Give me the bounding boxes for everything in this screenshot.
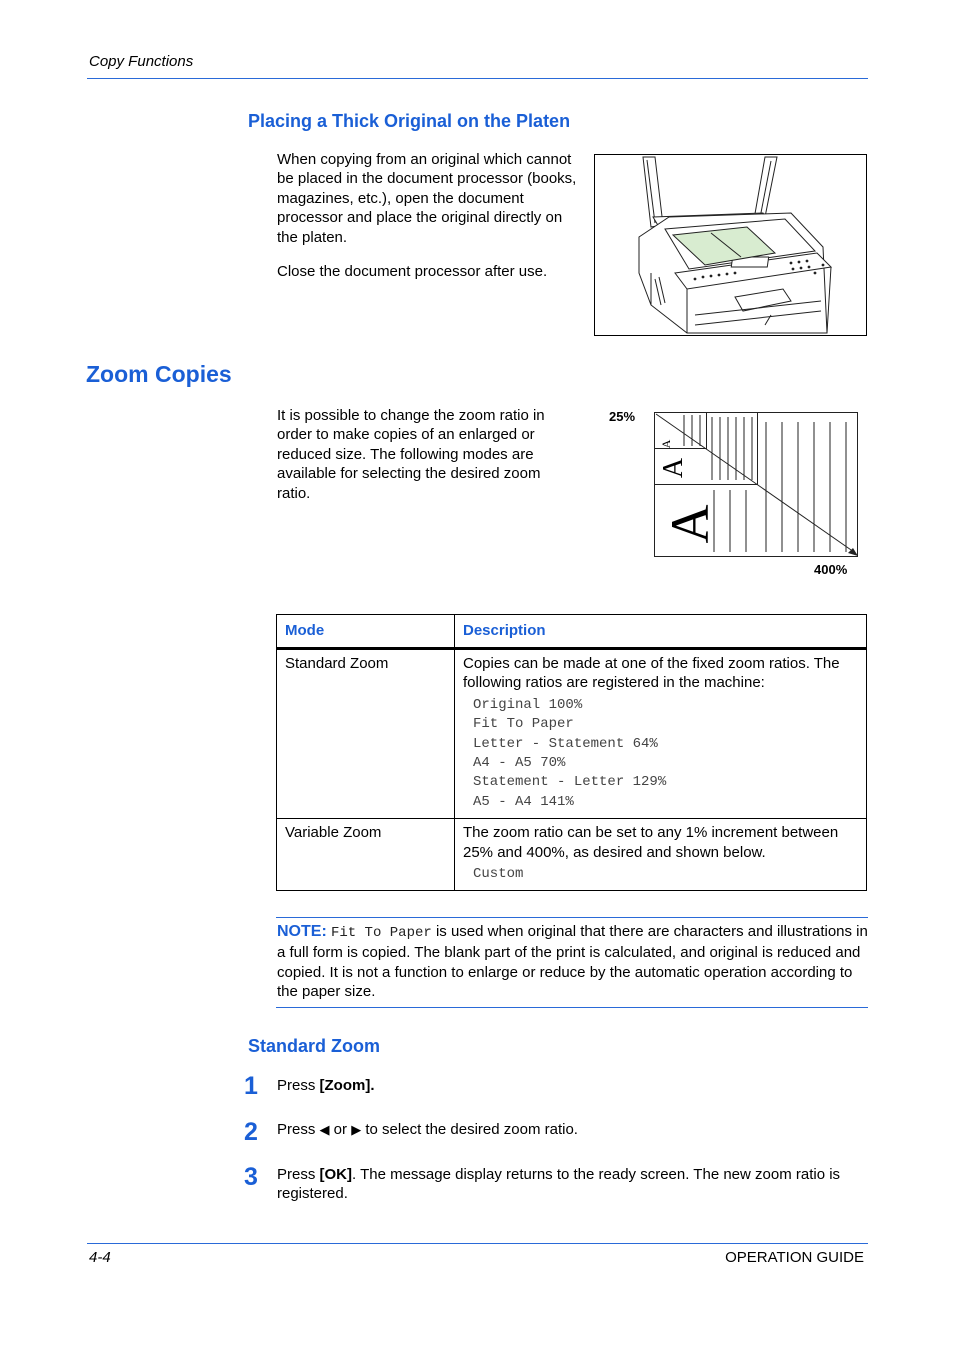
copier-drawing (595, 155, 866, 335)
zoom-min-label: 25% (609, 409, 636, 424)
footer-rule (87, 1243, 868, 1244)
ratio-option-list (473, 696, 858, 812)
step-text (277, 1165, 867, 1204)
thick-original-paragraph-1: When copying from an original which cannot be placed in the document processor (books, magazines, etc.), open the document processor and place the original directly on the platen. (277, 151, 577, 246)
column-header-mode: Mode (277, 615, 455, 649)
step-text-part: to select the desired zoom ratio. (361, 1121, 578, 1138)
step-text-part: . The message display returns to the ready screen. The new zoom ratio is registered. (277, 1166, 841, 1203)
glyph-small: A (659, 439, 673, 449)
copier-illustration (594, 154, 867, 336)
ratio-option: A4 - A5 70% (473, 755, 566, 772)
step-text-part: Press (277, 1166, 320, 1183)
ratio-option-list (473, 865, 858, 884)
running-header: Copy Functions (89, 53, 194, 70)
table-row (277, 819, 867, 891)
step-number: 1 (244, 1072, 258, 1100)
zoom-mode-table (276, 614, 867, 891)
glyph-large: A (660, 504, 720, 544)
mode-cell: Standard Zoom (277, 649, 455, 819)
page-number: 4-4 (89, 1249, 111, 1266)
description-cell (455, 649, 867, 819)
step-text-part: or (329, 1121, 352, 1138)
step-number: 2 (244, 1118, 258, 1146)
ratio-option: A5 - A4 141% (473, 793, 574, 810)
note-label: NOTE: (277, 923, 327, 940)
section-title-zoom-copies: Zoom Copies (86, 361, 232, 387)
step-text-part: Press (277, 1121, 320, 1138)
note-box (276, 917, 868, 1008)
thick-original-paragraph-2: Close the document processor after use. (277, 263, 548, 280)
column-header-description: Description (455, 615, 867, 649)
left-arrow-icon: ◀ (319, 1122, 330, 1137)
description-text: The zoom ratio can be set to any 1% increment between 25% and 400%, as desired and shown below. (463, 824, 839, 861)
table-row (277, 649, 867, 819)
ratio-option: Letter - Statement 64% (473, 735, 658, 752)
step-text (277, 1120, 867, 1139)
description-text: Copies can be made at one of the fixed zoom ratios. The following ratios are registered in the machine: (463, 655, 840, 692)
zoom-max-label: 400% (814, 562, 848, 577)
table-header-row (277, 615, 867, 649)
key-label-zoom: [Zoom]. (319, 1077, 375, 1094)
guide-title: OPERATION GUIDE (725, 1249, 864, 1266)
section-title-standard-zoom: Standard Zoom (248, 1036, 381, 1056)
note-text: is used when original that there are characters and illustrations in a full form is copied. The blank part of the print is calculated, and original is reduced and copied. It is not a function to enlarge or reduce by the automatic operation according to the paper size. (277, 923, 868, 1001)
zoom-diagram-drawing (654, 412, 860, 559)
step-number: 3 (244, 1163, 258, 1191)
step-text (277, 1076, 867, 1095)
ratio-option: Fit To Paper (473, 716, 574, 733)
ratio-option: Custom (473, 866, 524, 883)
key-label-ok: [OK] (319, 1166, 353, 1183)
section-title-thick-original: Placing a Thick Original on the Platen (248, 111, 571, 131)
zoom-intro-paragraph: It is possible to change the zoom ratio in order to make copies of an enlarged or reduced size. The following modes are available for selecting the desired zoom ratio. (277, 407, 545, 502)
description-cell (455, 819, 867, 891)
ratio-option: Original 100% (473, 696, 583, 713)
zoom-ratio-diagram (654, 412, 858, 557)
step-text-part: Press (277, 1077, 320, 1094)
note-code: Fit To Paper (330, 925, 432, 941)
ratio-option: Statement - Letter 129% (473, 774, 667, 791)
mode-cell: Variable Zoom (277, 819, 455, 891)
glyph-medium: A (658, 457, 689, 479)
right-arrow-icon: ▶ (351, 1122, 362, 1137)
header-rule (87, 78, 868, 79)
